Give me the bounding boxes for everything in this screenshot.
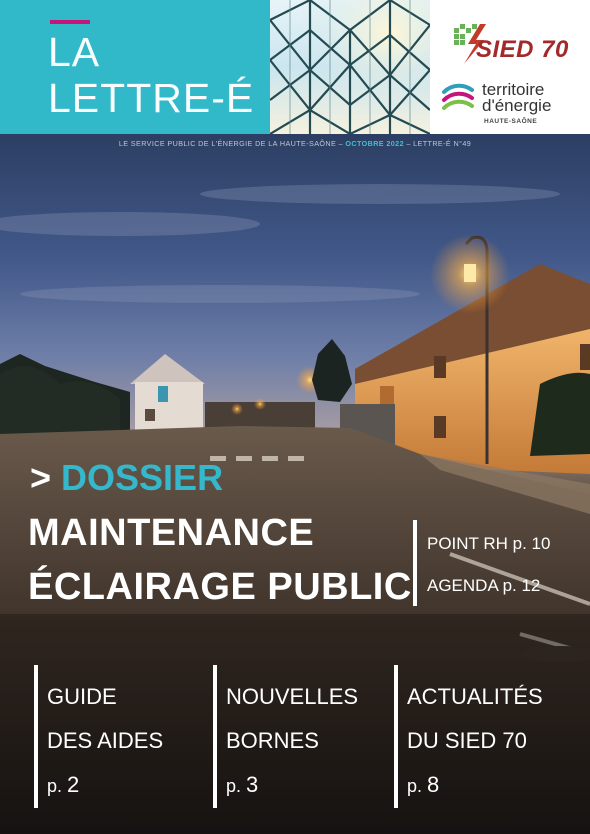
column-line-1: GUIDE xyxy=(47,684,117,709)
side-divider xyxy=(413,520,417,606)
dossier-title-line-2[interactable]: ÉCLAIRAGE PUBLIC xyxy=(28,566,412,608)
cover-header xyxy=(0,0,590,134)
column-line-1: NOUVELLES xyxy=(226,684,359,709)
glass-dome-photo xyxy=(270,0,430,134)
issue-number: – LETTRE-É N°49 xyxy=(403,139,472,148)
title-line-2: LETTRE-É xyxy=(48,75,255,121)
sied-logo-text: SIED 70 xyxy=(476,36,569,63)
column-line-2: DES AIDES xyxy=(47,728,164,753)
issue-date: OCTOBRE 2022 xyxy=(345,139,404,148)
issue-subline xyxy=(0,134,590,152)
subline-prefix: LE SERVICE PUBLIC DE L'ÉNERGIE DE LA HAUTE-SAÔNE – xyxy=(118,139,346,148)
column-page: p. 3 xyxy=(226,772,259,797)
side-item-agenda[interactable]: AGENDA p. 12 xyxy=(427,576,541,595)
title-block xyxy=(0,0,270,134)
column-line-1: ACTUALITÉS xyxy=(407,684,543,709)
dossier-arrow: > xyxy=(30,457,62,498)
column-divider-1 xyxy=(34,665,38,808)
column-line-2: DU SIED 70 xyxy=(407,728,527,753)
column-guide-aides[interactable] xyxy=(47,684,163,798)
territoire-line-1: territoire xyxy=(482,80,545,99)
territoire-swirl-icon xyxy=(440,82,476,116)
column-line-2: BORNES xyxy=(226,728,319,753)
territoire-line-3: HAUTE-SAÔNE xyxy=(484,118,538,125)
territoire-line-2: d'énergie xyxy=(482,96,552,115)
side-item-point-rh[interactable]: POINT RH p. 10 xyxy=(427,534,551,553)
column-page: p. 2 xyxy=(47,772,80,797)
title-accent-bar xyxy=(50,20,90,24)
column-actualites[interactable] xyxy=(407,684,543,798)
dossier-label: DOSSIER xyxy=(61,457,224,498)
title-line-1: LA xyxy=(48,29,101,75)
column-page: p. 8 xyxy=(407,772,440,797)
dossier-heading xyxy=(30,457,223,499)
column-divider-3 xyxy=(394,665,398,808)
column-nouvelles-bornes[interactable] xyxy=(226,684,358,798)
dossier-title-line-1[interactable]: MAINTENANCE xyxy=(28,512,315,554)
column-divider-2 xyxy=(213,665,217,808)
